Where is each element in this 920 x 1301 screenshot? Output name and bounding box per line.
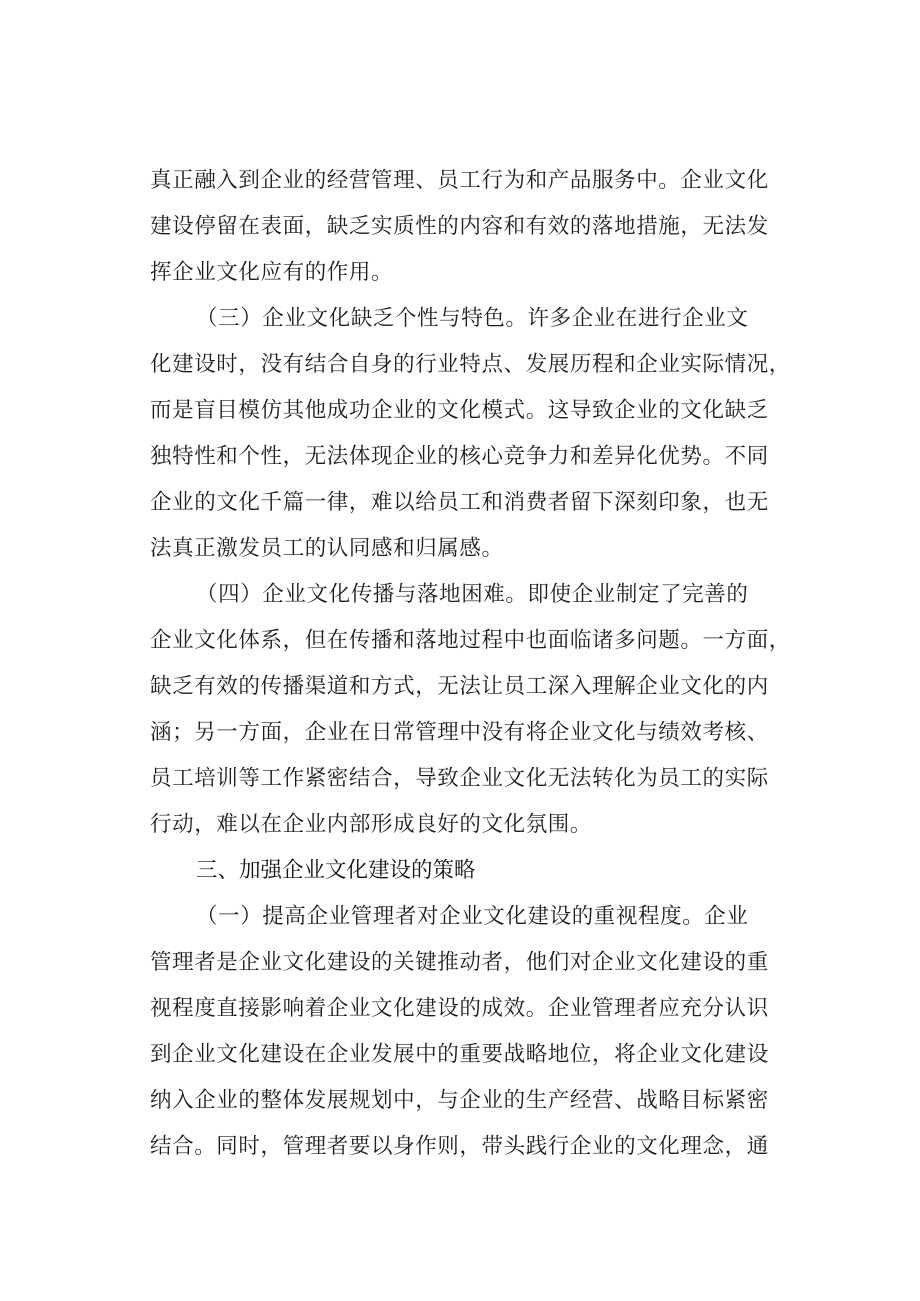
paragraph-line: 企业文化体系，但在传播和落地过程中也面临诸多问题。一方面， xyxy=(150,628,791,653)
paragraph-line: 建设停留在表面，缺乏实质性的内容和有效的落地措施，无法发 xyxy=(150,214,769,239)
paragraph-line: 企业的文化千篇一律，难以给员工和消费者留下深刻印象，也无 xyxy=(150,490,769,515)
paragraph-line: 行动，难以在企业内部形成良好的文化氛围。 xyxy=(150,812,593,837)
paragraph-line: 缺乏有效的传播渠道和方式，无法让员工深入理解企业文化的内 xyxy=(150,674,769,699)
paragraph-line: 视程度直接影响着企业文化建设的成效。企业管理者应充分认识 xyxy=(150,996,769,1021)
paragraph-line: 纳入企业的整体发展规划中，与企业的生产经营、战略目标紧密 xyxy=(150,1088,769,1113)
paragraph-line: （四）企业文化传播与落地困难。即使企业制定了完善的 xyxy=(196,582,749,607)
paragraph-line: 独特性和个性，无法体现企业的核心竞争力和差异化优势。不同 xyxy=(150,444,769,469)
paragraph-line: 管理者是企业文化建设的关键推动者，他们对企业文化建设的重 xyxy=(150,950,769,975)
paragraph-line: 员工培训等工作紧密结合，导致企业文化无法转化为员工的实际 xyxy=(150,766,769,791)
paragraph-line: 挥企业文化应有的作用。 xyxy=(150,260,394,285)
paragraph-line: （一）提高企业管理者对企业文化建设的重视程度。企业 xyxy=(196,904,749,929)
paragraph-line: （三）企业文化缺乏个性与特色。许多企业在进行企业文 xyxy=(196,306,749,331)
paragraph-line: 到企业文化建设在企业发展中的重要战略地位，将企业文化建设 xyxy=(150,1042,769,1067)
paragraph-line: 而是盲目模仿其他成功企业的文化模式。这导致企业的文化缺乏 xyxy=(150,398,769,423)
paragraph-line: 真正融入到企业的经营管理、员工行为和产品服务中。企业文化 xyxy=(150,168,769,193)
paragraph-line: 法真正激发员工的认同感和归属感。 xyxy=(150,536,504,561)
section-heading: 三、加强企业文化建设的策略 xyxy=(196,858,476,883)
paragraph-line: 涵；另一方面，企业在日常管理中没有将企业文化与绩效考核、 xyxy=(150,720,769,745)
paragraph-line: 结合。同时，管理者要以身作则，带头践行企业的文化理念，通 xyxy=(150,1134,769,1159)
paragraph-line: 化建设时，没有结合自身的行业特点、发展历程和企业实际情况， xyxy=(150,352,791,377)
